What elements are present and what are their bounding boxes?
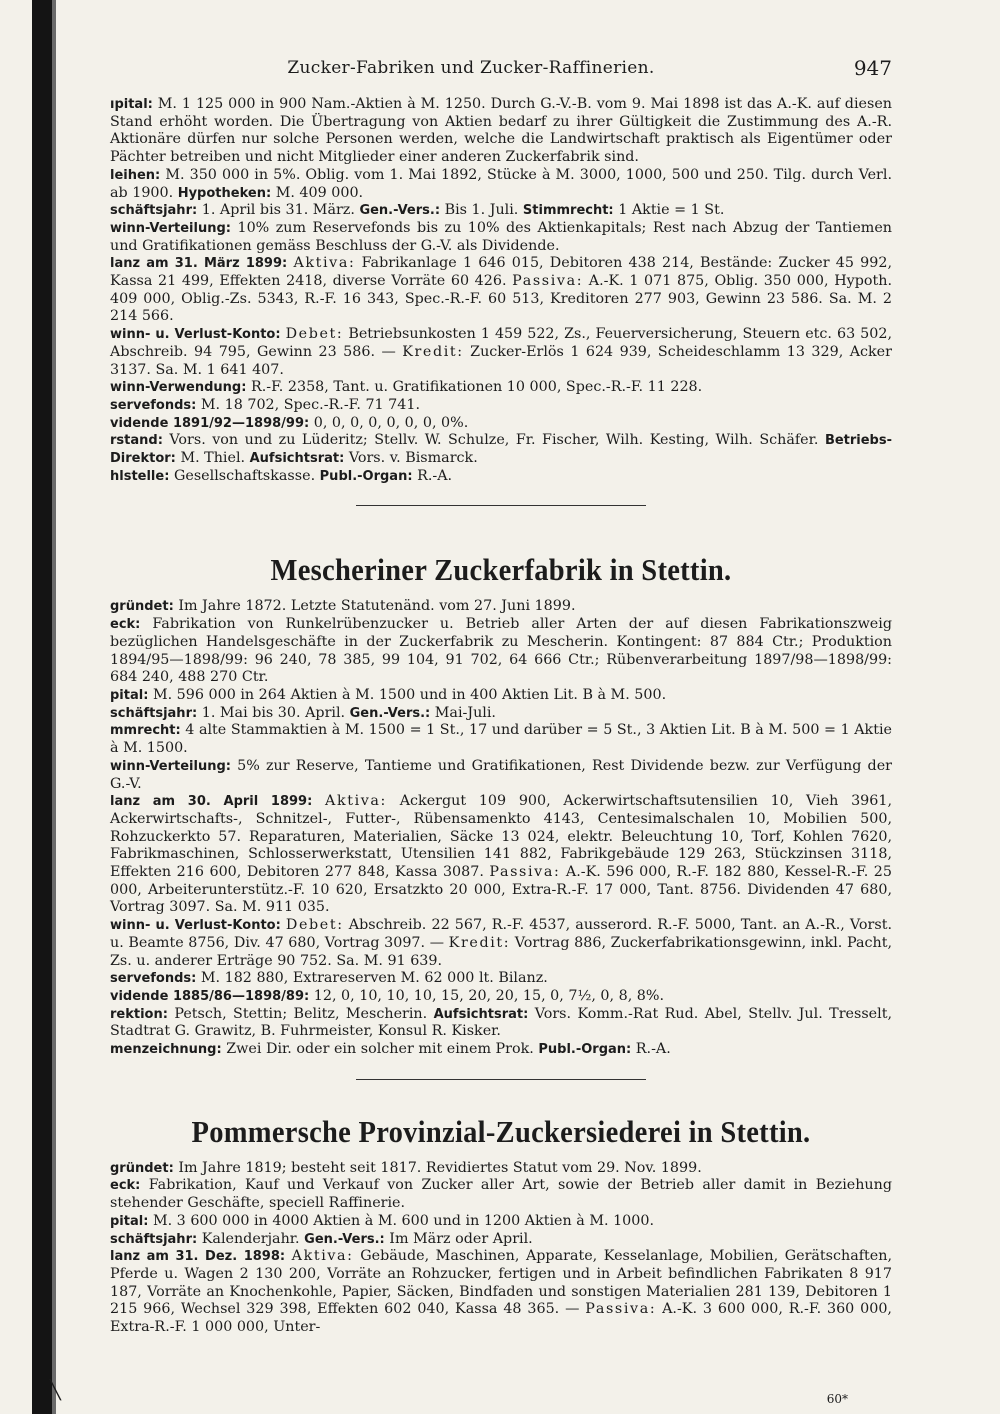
entry-label: winn- u. Verlust-Konto:: [110, 918, 281, 934]
entry-label: pital:: [110, 687, 149, 703]
entry: [110, 598, 892, 616]
entry-label: gründet:: [110, 599, 174, 615]
entry: [110, 970, 892, 988]
entry-text: A.-K. 596 000, R.-F. 182 880, Kessel-R.-F. 25 000, Arbeiterunterstütz.-F. 10 620, Ersatzkto 20 000, Extra-R.-F. 17 000, Tant. 8756. Dividenden 47 680, Vortrag 3097. Sa. M. 911 035.: [110, 864, 892, 916]
entry: [110, 96, 892, 167]
entry-label: rstand:: [110, 433, 163, 449]
entry-text: M. 409 000.: [275, 184, 364, 201]
section-divider: [356, 505, 646, 506]
entry-sublabel: Aktiva:: [325, 793, 387, 810]
entry-label: winn- u. Verlust-Konto:: [110, 327, 281, 343]
entry-inline-label: Publ.-Organ:: [319, 468, 413, 484]
entry-label: mmrecht:: [110, 723, 181, 739]
entry-label: servefonds:: [110, 971, 197, 987]
entry-sublabel: Debet:: [285, 917, 344, 934]
entry-inline-label: Betriebs-Direktor:: [110, 433, 893, 467]
entry-text: Abschreib. 22 567, R.-F. 4537, ausserord. R.-F. 5000, Tant. an A.-R., Vorst. u. Beamte 8756, Div. 47 680, Vortrag 3097. —: [110, 917, 892, 951]
entry-text: Fabrikation, Kauf und Verkauf von Zucker aller Art, sowie der Betrieb aller damit in Beziehung stehender Geschäfte, speciell Raffinerie.: [110, 1177, 892, 1212]
entry-text: 0, 0, 0, 0, 0, 0, 0, 0%.: [313, 414, 469, 431]
entry: [110, 1041, 892, 1059]
entry-text: 10% zum Reservefonds bis zu 10% des Aktienkapitals; Rest nach Abzug der Tantiemen und Gratifikationen gemäss Beschluss der G.-V. als Dividende.: [110, 219, 893, 254]
entry: [110, 705, 892, 723]
page-number: 947: [853, 56, 892, 80]
entry-text: Betriebsunkosten 1 459 522, Zs., Feuerversicherung, Steuern etc. 63 502, Abschreib. 94 795, Gewinn 23 586. —: [110, 326, 893, 360]
entry-text: M. 596 000 in 264 Aktien à M. 1500 und in 400 Aktien Lit. B à M. 500.: [152, 686, 667, 703]
entry: [110, 432, 892, 467]
page-content: [110, 96, 892, 1337]
entry: [110, 917, 892, 970]
footnote-signature: 60*: [826, 1392, 848, 1406]
entry-inline-label: Aufsichtsrat:: [249, 451, 345, 467]
entry-label: lanz am 30. April 1899:: [110, 794, 313, 810]
entry-sublabel: Kredit:: [448, 934, 511, 951]
entry-label: lanz am 31. Dez. 1898:: [110, 1249, 286, 1265]
entry: [110, 202, 892, 220]
entry-sublabel: Debet:: [285, 326, 344, 343]
company-title-mescheriner: Mescheriner Zuckerfabrik in Stettin.: [270, 552, 732, 588]
entry-label: eck:: [110, 617, 141, 633]
section-divider: [356, 1079, 646, 1080]
entry-text: M. 350 000 in 5%. Oblig. vom 1. Mai 1892, Stücke à M. 3000, 1000, 500 und 250. Tilg. durch Verl. ab 1900.: [110, 166, 893, 201]
book-spine-shadow: [32, 0, 52, 1414]
entry-inline-label: Gen.-Vers.:: [304, 1231, 385, 1247]
entry: [110, 397, 892, 415]
running-title: Zucker-Fabriken und Zucker-Raffinerien.: [287, 58, 655, 78]
company-title-pommersche: Pommersche Provinzial-Zuckersiederei in Stettin.: [191, 1113, 811, 1149]
entry-text: M. 18 702, Spec.-R.-F. 71 741.: [200, 396, 421, 413]
section-pommersche: [110, 1160, 892, 1337]
entry: [110, 687, 892, 705]
entry: [110, 1160, 892, 1178]
entry-label: winn-Verwendung:: [110, 380, 247, 396]
entry: [110, 616, 892, 687]
section-previous-company: [110, 96, 892, 485]
entry-text: Im Jahre 1872. Letzte Statutenänd. vom 27. Juni 1899.: [178, 598, 576, 615]
entry-text: A.-K. 1 071 875, Oblig. 350 000, Hypoth. 409 000, Oblig.-Zs. 5343, R.-F. 16 343, Spec.-R.-F. 60 513, Kreditoren 277 903, Gewinn 23 586. Sa. M. 2 214 566.: [110, 273, 892, 325]
entry-text: M. 182 880, Extrareserven M. 62 000 lt. Bilanz.: [200, 970, 548, 987]
entry-text: 1 Aktie = 1 St.: [618, 202, 725, 219]
entry-label: eck:: [110, 1178, 141, 1194]
entry-text: Im März oder April.: [389, 1230, 533, 1247]
book-spine-edge: [52, 0, 56, 1414]
entry: [110, 255, 892, 326]
entry-text: Kalenderjahr.: [201, 1230, 300, 1247]
entry-text: M. 3 600 000 in 4000 Aktien à M. 600 und in 1200 Aktien à M. 1000.: [152, 1212, 655, 1229]
entry-sublabel: Aktiva:: [293, 255, 356, 272]
entry: [110, 1231, 892, 1249]
entry-label: rektion:: [110, 1006, 168, 1022]
entry-label: menzeichnung:: [110, 1042, 222, 1058]
entry-text: Zwei Dir. oder ein solcher mit einem Prok.: [226, 1041, 534, 1058]
entry-inline-label: Gen.-Vers.:: [349, 705, 431, 721]
entry: [110, 415, 892, 433]
entry-sublabel: Passiva:: [489, 864, 561, 881]
entry: [110, 1213, 892, 1231]
entry-sublabel: Passiva:: [512, 273, 584, 290]
entry-sublabel: Aktiva:: [291, 1248, 354, 1265]
entry-text: M. Thiel.: [180, 450, 246, 467]
entry: [110, 326, 892, 379]
entry: [110, 220, 892, 255]
entry: [110, 167, 892, 202]
entry-text: Zucker-Erlös 1 624 939, Scheideschlamm 13 329, Acker 3137. Sa. M. 1 641 407.: [110, 343, 892, 378]
entry-label: gründet:: [110, 1160, 174, 1176]
entry-label: vidende 1891/92—1898/99:: [110, 415, 310, 431]
entry-sublabel: Passiva:: [585, 1301, 657, 1318]
entry-text: Im Jahre 1819; besteht seit 1817. Revidiertes Statut vom 29. Nov. 1899.: [178, 1159, 702, 1176]
entry-text: Vors. v. Bismarck.: [348, 450, 478, 467]
entry-text: 4 alte Stammaktien à M. 1500 = 1 St., 17 und darüber = 5 St., 3 Aktien Lit. B à M. 500 = 1 Aktie à M. 1500.: [110, 722, 892, 757]
entry-label: ıpital:: [110, 97, 153, 112]
entry-label: schäftsjahr:: [110, 203, 198, 219]
entry-label: servefonds:: [110, 397, 197, 413]
entry: [110, 1006, 892, 1041]
entry: [110, 988, 892, 1006]
entry: [110, 468, 892, 486]
entry-text: Vors. Komm.-Rat Rud. Abel, Stellv. Jul. Tresselt, Stadtrat G. Grawitz, B. Fuhrmeister, Konsul R. Kisker.: [110, 1005, 892, 1040]
entry-text: 5% zur Reserve, Tantieme und Gratifikationen, Rest Dividende bezw. zur Verfügung der G.-V.: [110, 757, 893, 792]
entry-sublabel: Kredit:: [402, 343, 464, 360]
corner-mark: ╲: [50, 1380, 61, 1401]
entry-inline-label: Stimmrecht:: [522, 203, 614, 219]
entry-label: vidende 1885/86—1898/89:: [110, 988, 310, 1004]
entry-text: M. 1 125 000 in 900 Nam.-Aktien à M. 1250. Durch G.-V.-B. vom 9. Mai 1898 ist das A.-K. auf diesen Stand erhöht worden. Die Übertragung von Aktien bedarf zu ihrer Gültigkeit die Zustimmung des A.-R. Aktionäre dürfen nur solche Personen werden, welche die Landwirtschaft praktisch als Eigentümer oder Pächter betreiben und nicht Mitglieder einer anderen Zuckerfabrik sind.: [110, 96, 892, 166]
document-page: [80, 0, 910, 1414]
entry-text: A.-K. 3 600 000, R.-F. 360 000, Extra-R.-F. 1 000 000, Unter-: [110, 1301, 892, 1336]
entry-text: Fabrikation von Runkelrübenzucker u. Betrieb aller Arten der auf diesen Fabrikationszweig bezüglichen Handelsgeschäfte in der Zuckerfabrik zu Mescherin. Kontingent: 87 884 Ctr.; Produktion 1894/95—1898/99: 96 240, 78 385, 99 104, 91 702, 64 666 Ctr.; Rübenverarbeitung 1897/98—1898/99: 684 240, 488 270 Ctr.: [110, 616, 892, 686]
entry: [110, 1248, 892, 1337]
entry-label: schäftsjahr:: [110, 705, 198, 721]
entry-inline-label: Publ.-Organ:: [538, 1042, 632, 1058]
entry-text: Petsch, Stettin; Belitz, Mescherin.: [174, 1005, 428, 1022]
entry: [110, 758, 892, 793]
entry: [110, 722, 892, 757]
entry-text: Mai-Juli.: [434, 704, 496, 721]
entry-inline-label: Gen.-Vers.:: [359, 203, 441, 219]
entry-text: R.-F. 2358, Tant. u. Gratifikationen 10 000, Spec.-R.-F. 11 228.: [250, 379, 703, 396]
entry-text: Gesellschaftskasse.: [173, 467, 316, 484]
page-header: [110, 58, 892, 88]
entry-text: Vortrag 886, Zuckerfabrikationsgewinn, inkl. Pacht, Zs. u. anderer Erträge 90 752. Sa. M. 91 639.: [110, 934, 893, 969]
entry-text: R.-A.: [417, 467, 453, 484]
entry: [110, 1177, 892, 1212]
entry-text: Vors. von und zu Lüderitz; Stellv. W. Schulze, Fr. Fischer, Wilh. Kesting, Wilh. Schäfer.: [169, 432, 819, 449]
entry-text: Ackergut 109 900, Ackerwirtschaftsutensilien 10, Vieh 3961, Ackerwirtschafts-, Schnitzel-, Futter-, Rübensamenkto 4143, Centesimalschalen 10, Mobilien 500, Rohzuckerkto 57. Reparaturen, Materialien, Säcke 13 024, elektr. Beleuchtung 10, Torf, Kohlen 7620, Fabrikmaschinen, Schlosserwerkstatt, Utensilien 141 882, Fabrikgebäude 129 263, Stückzinsen 3118, Effekten 216 600, Debitoren 277 848, Kassa 3087.: [110, 793, 893, 881]
entry-text: 1. Mai bis 30. April.: [201, 704, 346, 721]
entry-label: winn-Verteilung:: [110, 758, 231, 774]
entry: [110, 379, 892, 397]
entry-label: lanz am 31. März 1899:: [110, 256, 288, 272]
entry-text: Gebäude, Maschinen, Apparate, Kesselanlage, Mobilien, Gerätschaften, Pferde u. Wagen 2 130 200, Vorräte an Rohzucker, fertigen und in Arbeit befindlichen Fabrikaten 8 917 187, Vorräte an Knochenkohle, Papier, Säcken, Bindfaden und sonstigen Materialien 281 139, Debitoren 1 215 966, Wechsel 329 398, Effekten 602 040, Kassa 48 365. —: [110, 1248, 893, 1318]
entry-label: leihen:: [110, 167, 161, 183]
entry-inline-label: Aufsichtsrat:: [433, 1006, 529, 1022]
entry-inline-label: Hypotheken:: [177, 185, 272, 201]
entry-text: Bis 1. Juli.: [444, 202, 519, 219]
entry-text: 1. April bis 31. März.: [201, 202, 355, 219]
entry-label: hlstelle:: [110, 468, 170, 484]
entry-label: pital:: [110, 1213, 149, 1229]
entry-label: winn-Verteilung:: [110, 220, 231, 236]
entry-text: 12, 0, 10, 10, 10, 15, 20, 20, 15, 0, 7½, 0, 8, 8%.: [313, 987, 665, 1004]
entry: [110, 793, 892, 917]
entry-label: schäftsjahr:: [110, 1231, 198, 1247]
entry-text: R.-A.: [635, 1041, 671, 1058]
entry-text: Fabrikanlage 1 646 015, Debitoren 438 214, Bestände: Zucker 45 992, Kassa 21 499, Effekten 2418, diverse Vorräte 60 426.: [110, 255, 893, 290]
section-mescheriner: [110, 598, 892, 1058]
